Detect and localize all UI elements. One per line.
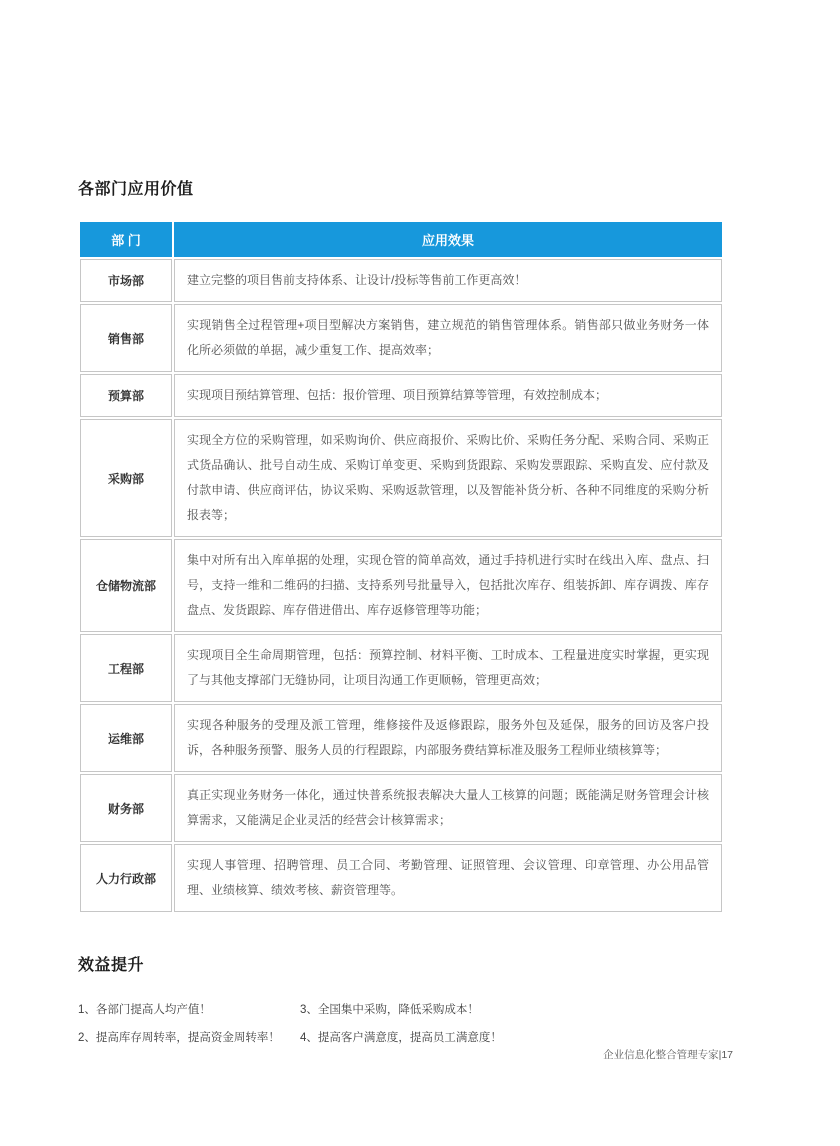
department-name: 采购部 [80, 419, 172, 537]
table-row [80, 844, 722, 912]
effect-text: 集中对所有出入库单据的处理，实现仓管的简单高效，通过手持机进行实时在线出入库、盘点、扫号，支持一维和二维码的扫描、支持系列号批量导入，包括批次库存、组装拆卸、库存调拨、库存盘点、发货跟踪、库存借进借出、库存返修管理等功能； [174, 539, 722, 632]
effect-text: 实现各种服务的受理及派工管理，维修接件及返修跟踪，服务外包及延保，服务的回访及客户投诉，各种服务预警、服务人员的行程跟踪，内部服务费结算标准及服务工程师业绩核算等； [174, 704, 722, 772]
department-name: 市场部 [80, 259, 172, 302]
table-row [80, 774, 722, 842]
effect-text: 建立完整的项目售前支持体系、让设计/投标等售前工作更高效！ [174, 259, 722, 302]
effect-text: 实现人事管理、招聘管理、员工合同、考勤管理、证照管理、会议管理、印章管理、办公用品管理、业绩核算、绩效考核、薪资管理等。 [174, 844, 722, 912]
benefits-section [78, 952, 724, 1051]
benefits-list [78, 995, 724, 1051]
table-row [80, 539, 722, 632]
table-header-effect: 应用效果 [174, 222, 722, 257]
effect-text: 实现全方位的采购管理，如采购询价、供应商报价、采购比价、采购任务分配、采购合同、采购正式货品确认、批号自动生成、采购订单变更、采购到货跟踪、采购发票跟踪、采购直发、应付款及付款申请、供应商评估，协议采购、采购返款管理，以及智能补货分析、各种不同维度的采购分析报表等； [174, 419, 722, 537]
effect-text: 真正实现业务财务一体化，通过快普系统报表解决大量人工核算的问题；既能满足财务管理会计核算需求，又能满足企业灵活的经营会计核算需求； [174, 774, 722, 842]
benefit-item: 1、各部门提高人均产值！ [78, 1004, 211, 1016]
effect-text: 实现销售全过程管理+项目型解决方案销售，建立规范的销售管理体系。销售部只做业务财务一体化所必须做的单据，减少重复工作、提高效率； [174, 304, 722, 372]
page-title: 各部门应用价值 [78, 181, 194, 198]
table-row [80, 374, 722, 417]
table-header-department: 部 门 [80, 222, 172, 257]
benefit-item: 3、全国集中采购，降低采购成本！ [300, 1004, 479, 1016]
benefit-item: 4、提高客户满意度，提高员工满意度！ [300, 1032, 502, 1044]
department-name: 预算部 [80, 374, 172, 417]
table-row [80, 304, 722, 372]
table-row [80, 704, 722, 772]
effect-text: 实现项目全生命周期管理，包括：预算控制、材料平衡、工时成本、工程量进度实时掌握，更实现了与其他支撑部门无缝协同，让项目沟通工作更顺畅，管理更高效； [174, 634, 722, 702]
benefits-title: 效益提升 [78, 957, 145, 974]
department-name: 财务部 [80, 774, 172, 842]
effect-text: 实现项目预结算管理、包括：报价管理、项目预算结算等管理，有效控制成本； [174, 374, 722, 417]
department-name: 运维部 [80, 704, 172, 772]
table-row [80, 419, 722, 537]
department-name: 仓储物流部 [80, 539, 172, 632]
page-footer: 企业信息化整合管理专家|17 [603, 1049, 733, 1061]
table-row [80, 259, 722, 302]
department-name: 工程部 [80, 634, 172, 702]
department-name: 销售部 [80, 304, 172, 372]
benefit-item: 2、提高库存周转率，提高资金周转率！ [78, 1032, 280, 1044]
department-name: 人力行政部 [80, 844, 172, 912]
page-content [78, 176, 724, 1051]
table-row [80, 634, 722, 702]
department-value-table [78, 220, 724, 914]
table-header-row [80, 222, 722, 257]
